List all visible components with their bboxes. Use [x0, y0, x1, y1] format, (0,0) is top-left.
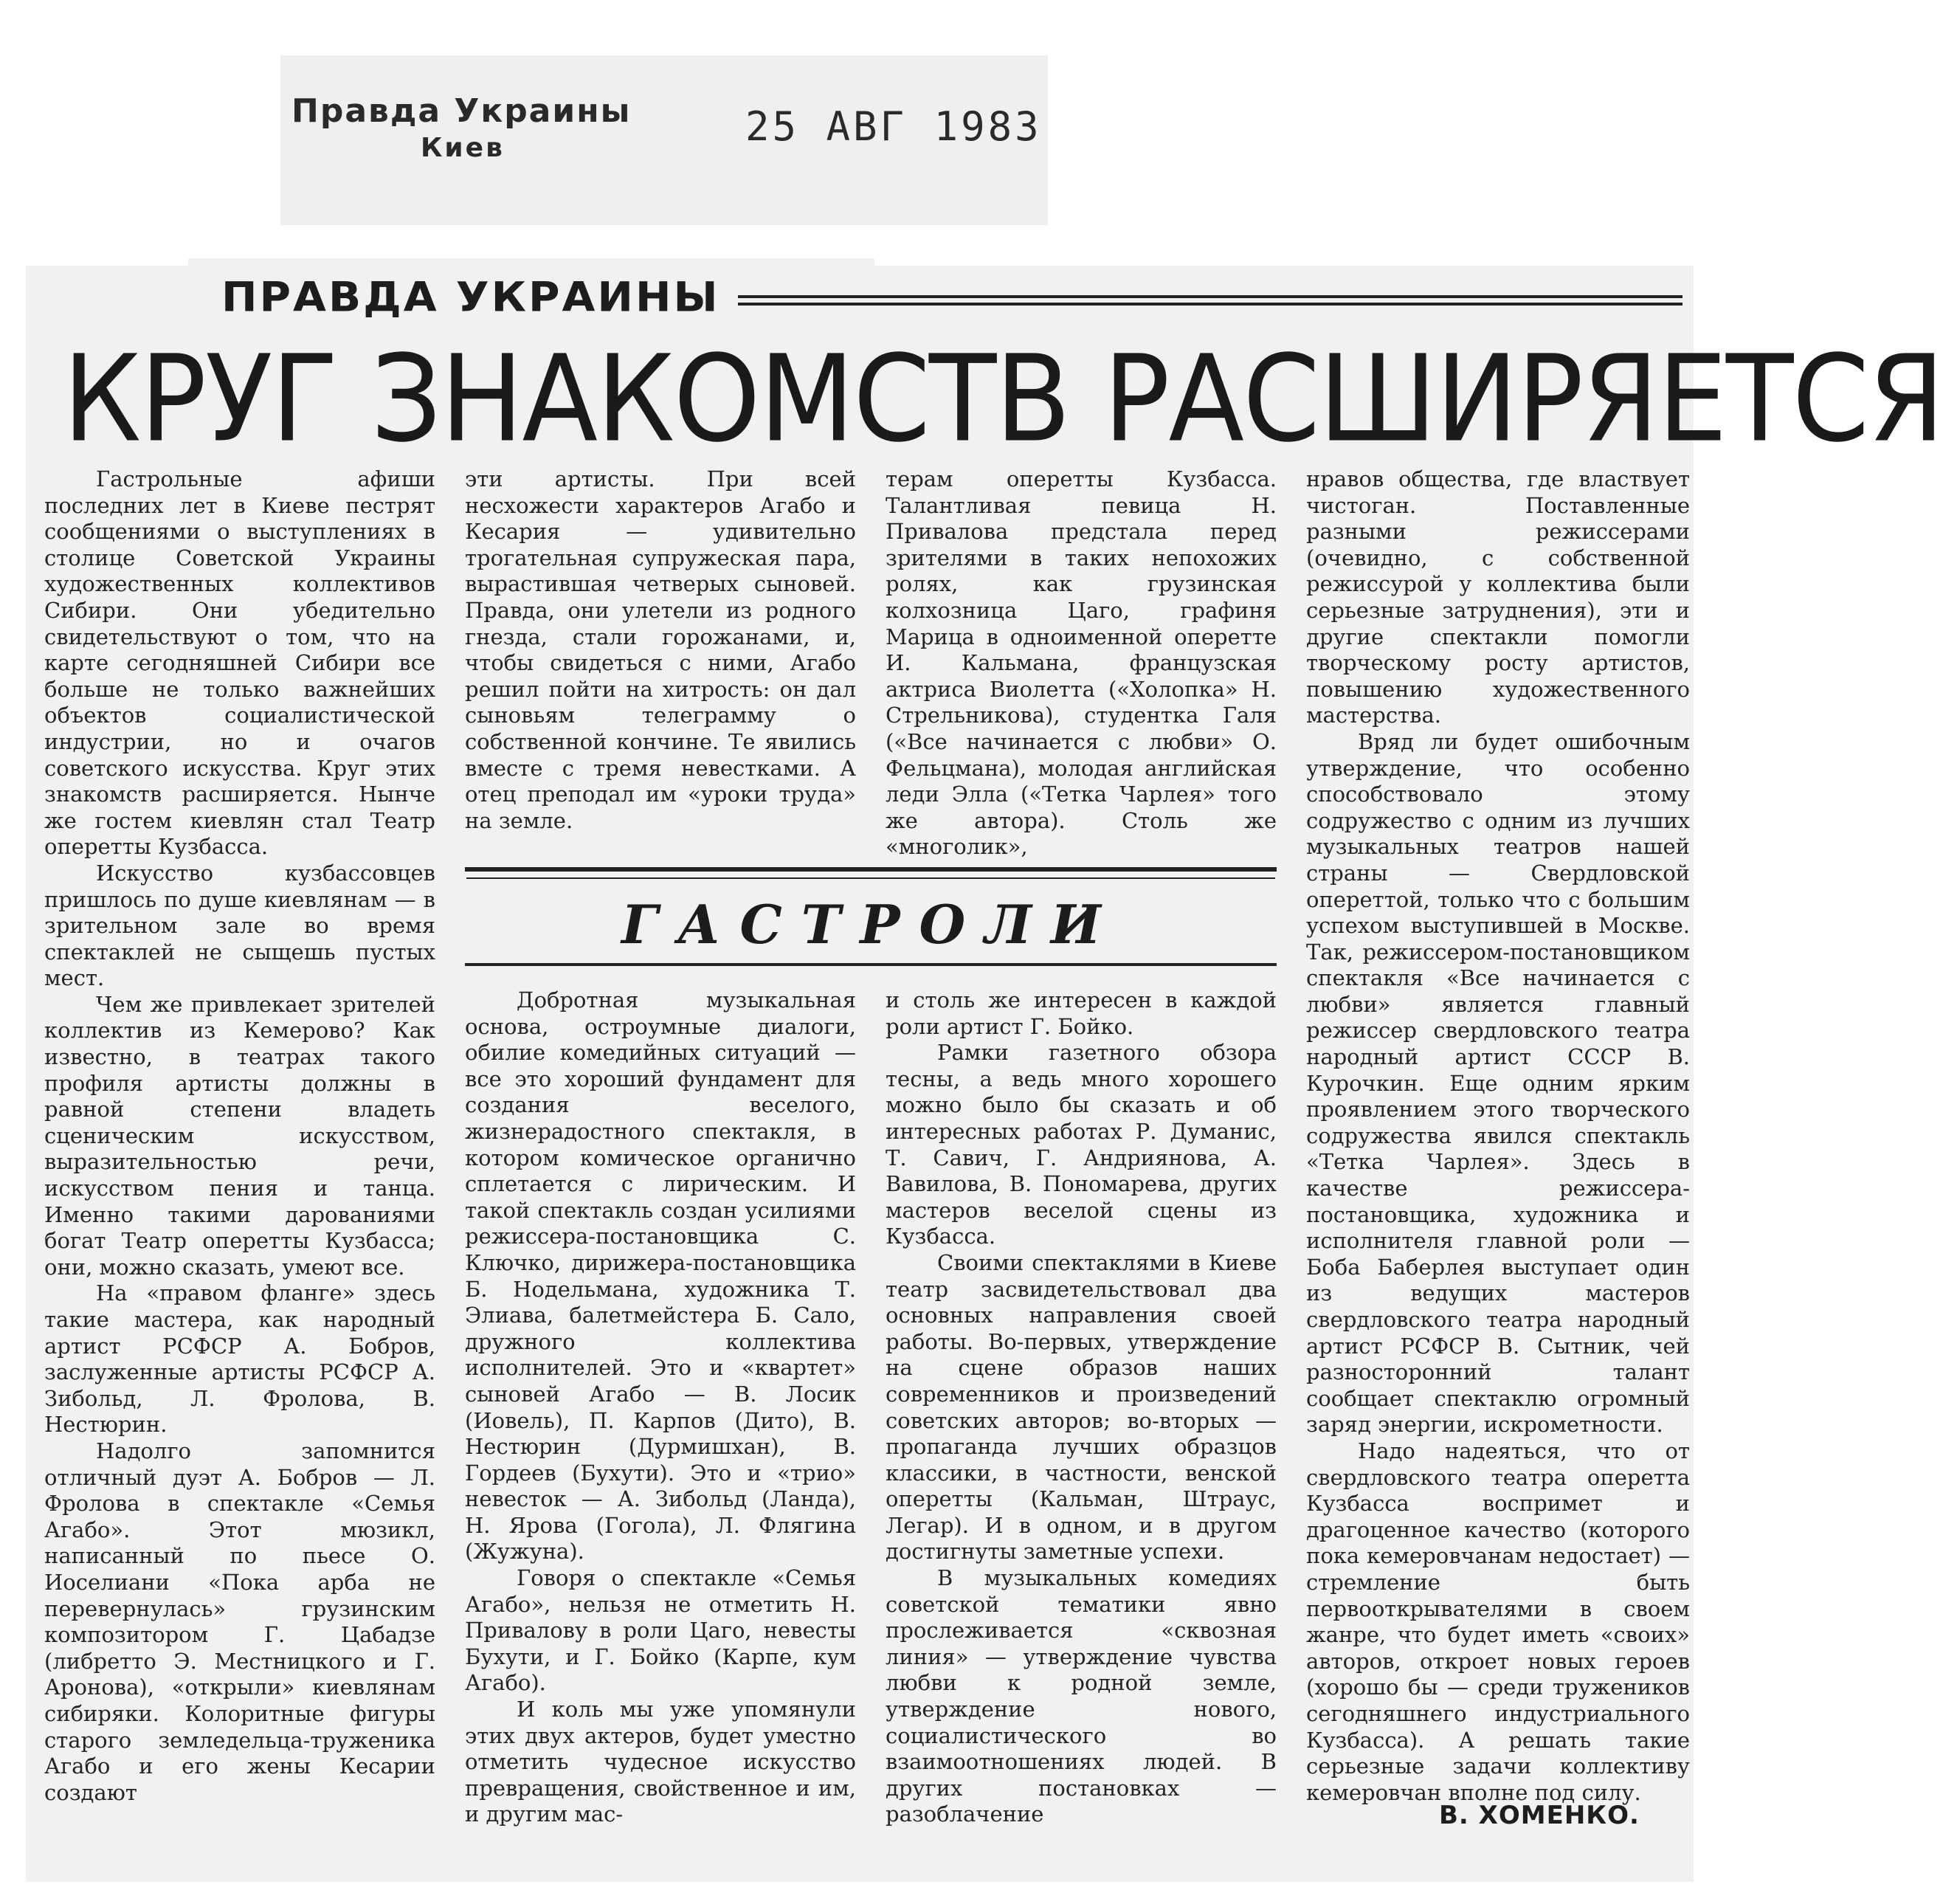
paragraph: Искусство кузбассовцев пришлось по душе киевлянам — в зрительном зале во время спектаклей не сыщешь пустых мест. [44, 860, 435, 991]
paragraph: Гастрольные афиши последних лет в Киеве пестрят сообщениями о выступлениях в столице Советской Украины художественных коллективов Сибири. Они убедительно свидетельствуют о том, что на карте сегодняшней Сибири все больше не только важнейших объектов социалистической индустрии, но и очагов советского искусства. Круг этих знакомств расширяется. Нынче же гостем киевлян стал Театр оперетты Кузбасса. [44, 466, 435, 860]
paragraph: и столь же интересен в каждой роли артист Г. Бойко. [886, 987, 1277, 1039]
paragraph: нравов общества, где властвует чистоган. Поставленные разными режиссерами (очевидно, с собственной режиссурой у коллектива были серьезные затруднения), эти и другие спектакли помогли творческому росту артистов, повышению художественного мастерства. [1306, 466, 1690, 728]
masthead-rule [738, 295, 1683, 298]
paragraph: эти артисты. При всей несхожести характеров Агабо и Кесария — удивительно трогательная супружеская пара, вырастившая четверых сыновей. Правда, они улетели из родного гнезда, стали горожанами, и, чтобы свидеться с ними, Агабо решил пойти на хитрость: он дал сыновьям телеграмму о собственной кончине. Те явились вместе с тремя невестками. А отец преподал им «уроки труда» на земле. [465, 466, 856, 833]
paragraph: Вряд ли будет ошибочным утверждение, что особенно способствовало этому содружество с одним из лучших музыкальных театров нашей страны — Свердловской опереттой, только что с большим успехом выступившей в Москве. Так, режиссером-постановщиком спектакля «Все начинается с любви» является главный режиссер свердловского театра народный артист СССР В. Курочкин. Еще одним ярким проявлением этого творческого содружества явился спектакль «Тетка Чарлея». Здесь в качестве режиссера-постановщика, художника и исполнителя главной роли — Бобa Баберлея выступает один из ведущих мастеров свердловского театра народный артист РСФСР В. Сытник, чей разносторонний талант сообщает спектаклю огромный заряд энергии, искрометности. [1306, 728, 1690, 1438]
article-column-4 [1306, 466, 1690, 1806]
paragraph: В музыкальных комедиях советской тематики явно прослеживается «сквозная линия» — утверждение чувства любви к родной земле, утверждение нового, социалистического во взаимоотношениях людей. В других постановках — разоблачение [886, 1565, 1277, 1827]
rubric-bottom-rule [465, 963, 1277, 966]
paragraph: И коль мы уже упомянули этих двух актеров, будет уместно отметить чудесное искусство превращения, свойственное и им, и другим мас- [465, 1697, 856, 1827]
paragraph: терам оперетты Кузбасса. Талантливая певица Н. Привалова предстала перед зрителями в таких непохожих ролях, как грузинская колхозница Цаго, графиня Марица в одноименной оперетте И. Кальмана, французская актриса Виолетта («Холопка» Н. Стрельникова), студентка Галя («Все начинается с любви» О. Фельцмана), молодая английская леди Элла («Тетка Чарлея» того же автора). Столь же «многолик», [886, 466, 1277, 860]
paragraph: Рамки газетного обзора тесны, а ведь много хорошего можно было бы сказать и об интересных работах Р. Думанис, Т. Савич, Г. Андриянова, А. Вавилова, В. Пономарева, других мастеров веселой сцены из Кузбасса. [886, 1040, 1277, 1249]
paragraph: Говоря о спектакле «Семья Агабо», нельзя не отметить Н. Привалову в роли Цаго, невесты Бухути, и Г. Бойко (Карпе, кум Агабо). [465, 1565, 856, 1696]
stamp-newspaper-name: Правда Украины [291, 92, 632, 130]
paragraph: Своими спектаклями в Киеве театр засвидетельствовал два основных направления своей работы. Во-первых, утверждение на сцене образов наших современников и произведений советских авторов; во-вторых — пропаганда лучших образцов классики, в частности, венской оперетты (Кальман, Штраус, Легар). И в одном, и в другом достигнуты заметные успехи. [886, 1249, 1277, 1565]
paragraph: Надолго запомнится отличный дуэт А. Бобров — Л. Фролова в спектакле «Семья Агабо». Этот мюзикл, написанный по пьесе О. Иоселиани «Пока арба не перевернулась» грузинским композитором Г. Цабадзе (либретто Э. Местницкого и Г. Аронова), «открыли» киевлянам сибиряки. Колоритные фигуры старого земледельца-труженика Агабо и его жены Кесарии создают [44, 1438, 435, 1805]
paragraph: Надо надеяться, что от свердловского театра оперетта Кузбасса воспримет и драгоценное качество (которого пока кемеровчанам недостает) — стремление быть первооткрывателями в своем жанре, что будет иметь «своих» авторов, откроет новых героев (хорошо бы — среди тружеников сегодняшнего индустриального Кузбасса). А решать такие серьезные задачи коллективу кемеровчан вполне под силу. [1306, 1438, 1690, 1805]
stamp-date: 25 АВГ 1983 [745, 103, 1042, 150]
article-column-3-bottom [886, 987, 1277, 1828]
stamp-city: Киев [421, 133, 505, 163]
article-column-2-bottom [465, 987, 856, 1828]
masthead: ПРАВДА УКРАИНЫ [221, 273, 720, 321]
rubric-top-rule [465, 867, 1277, 872]
article-column-3-top [886, 466, 1277, 860]
author-signature: В. ХОМЕНКО. [1439, 1801, 1640, 1830]
paragraph: Чем же привлекает зрителей коллектив из Кемерово? Как известно, в театрах такого профиля артисты должны в равной степени владеть сценическим искусством, выразительностью речи, искусством пения и танца. Именно такими дарованиями богат Театр оперетты Кузбасса; они, можно сказать, умеют все. [44, 991, 435, 1280]
headline: КРУГ ЗНАКОМСТВ РАСШИРЯЕТСЯ [63, 330, 1943, 469]
paragraph: На «правом фланге» здесь такие мастера, как народный артист РСФСР А. Бобров, заслуженные артисты РСФСР А. Зибольд, Л. Фролова, В. Нестюрин. [44, 1280, 435, 1438]
article-column-2-top [465, 466, 856, 834]
paragraph: Добротная музыкальная основа, остроумные диалоги, обилие комедийных ситуаций — все это хороший фундамент для создания веселого, жизнерадостного спектакля, в котором комическое органично сплетается с лирическим. И такой спектакль создан усилиями режиссера-постановщика С. Ключко, дирижера-постановщика Б. Нодельмана, художника Т. Элиава, балетмейстера Б. Сало, дружного коллектива исполнителей. Это и «квартет» сыновей Агабо — В. Лосик (Иовель), П. Карпов (Дито), В. Нестюрин (Дурмишхан), В. Гордеев (Бухути). Это и «трио» невесток — А. Зибольд (Ланда), Н. Ярова (Гогола), Л. Флягина (Жужуна). [465, 987, 856, 1565]
article-column-1 [44, 466, 435, 1806]
rubric-heading: ГАСТРОЛИ [621, 893, 1120, 956]
